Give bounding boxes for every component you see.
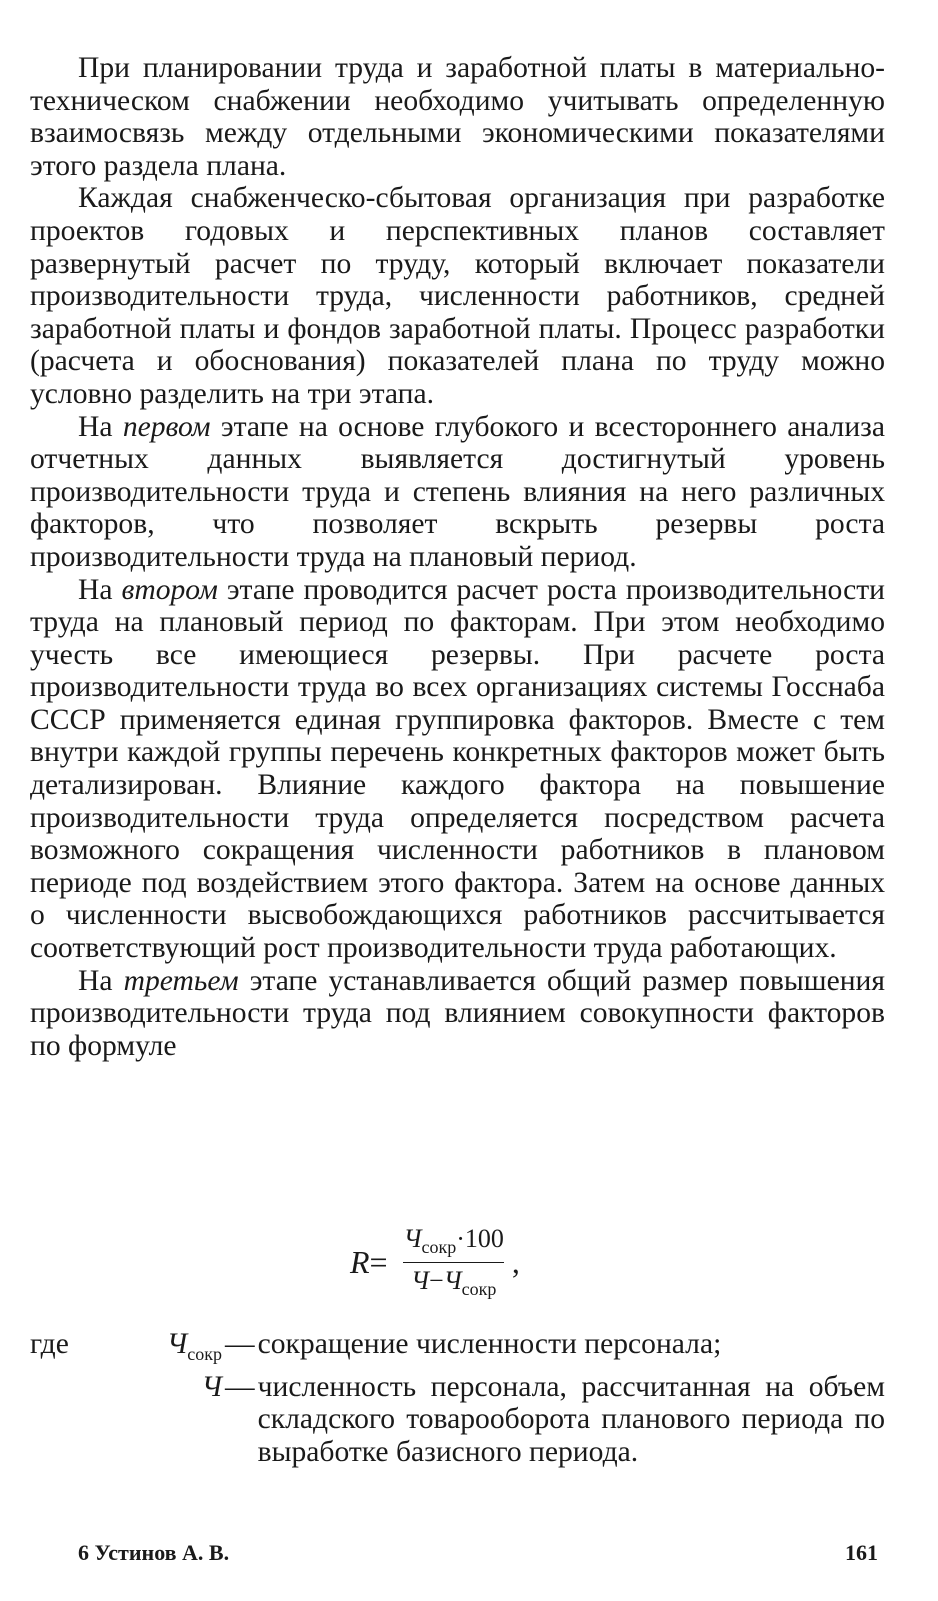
formula-numerator: $Ч_{сокр}\cdot 100$ — [403, 1224, 504, 1258]
formula-denominator: $Ч-Ч_{сокр}$ — [403, 1262, 504, 1300]
formula-comma: , — [511, 1243, 520, 1280]
definition-row: Ч — численность персонала, рассчитанная на объем складского товарооборота планового периода по выработке базисного периода. — [201, 1370, 885, 1468]
paragraph-2: Каждая снабженческо-сбытовая организация при разработке проектов годовых и перспективных планов составляет развернутый расчет по труду, который включает показатели производительности труда, численности работников, средней заработной платы и фондов заработной платы. Процесс разработки (расчета и обоснования) показателей плана по труду можно условно разделить на три этапа. — [30, 182, 885, 410]
paragraph-5: На третьем этапе устанавливается общий размер повышения производительности труда под влиянием совокупности факторов по формуле — [30, 964, 885, 1062]
formula — [350, 1222, 520, 1302]
page-number: 161 — [845, 1540, 878, 1565]
formula-equals: = — [369, 1243, 388, 1280]
body-text — [30, 52, 885, 1062]
paragraph-4: На втором этапе проводится расчет роста производительности труда на плановый период по факторам. При этом необходимо учесть все имеющиеся резервы. При расчете роста производительности труда во всех организациях системы Госснаба СССР применяется единая группировка факторов. Вместе с тем внутри каждой группы перечень конкретных факторов может быть детализирован. Влияние каждого фактора на повышение производительности труда определяется посредством расчета возможного сокращения численности работников в плановом периоде под воздействием этого фактора. Затем на основе данных о численности высвобождающихся работников рассчитывается соответствующий рост производительности труда работающих. — [30, 573, 885, 965]
signature-mark: 6 Устинов А. В. — [78, 1540, 230, 1565]
definitions-lead: где — [30, 1328, 69, 1360]
formula-fraction — [396, 1224, 512, 1299]
definition-row: где $Ч_{сокр}$ — сокращение численности персонала; — [30, 1328, 885, 1371]
definitions — [30, 1328, 885, 1468]
paragraph-1: При планировании труда и заработной платы в материально-техническом снабжении необходимо учитывать определенную взаимосвязь между отдельными экономическими показателями этого раздела плана. — [30, 52, 885, 182]
formula-lhs: R — [350, 1243, 370, 1280]
paragraph-3: На первом этапе на основе глубокого и всестороннего анализа отчетных данных выявляется достигнутый уровень производительности труда и степень влияния на него различных факторов, что позволяет вскрыть резервы роста производительности труда на плановый период. — [30, 410, 885, 573]
